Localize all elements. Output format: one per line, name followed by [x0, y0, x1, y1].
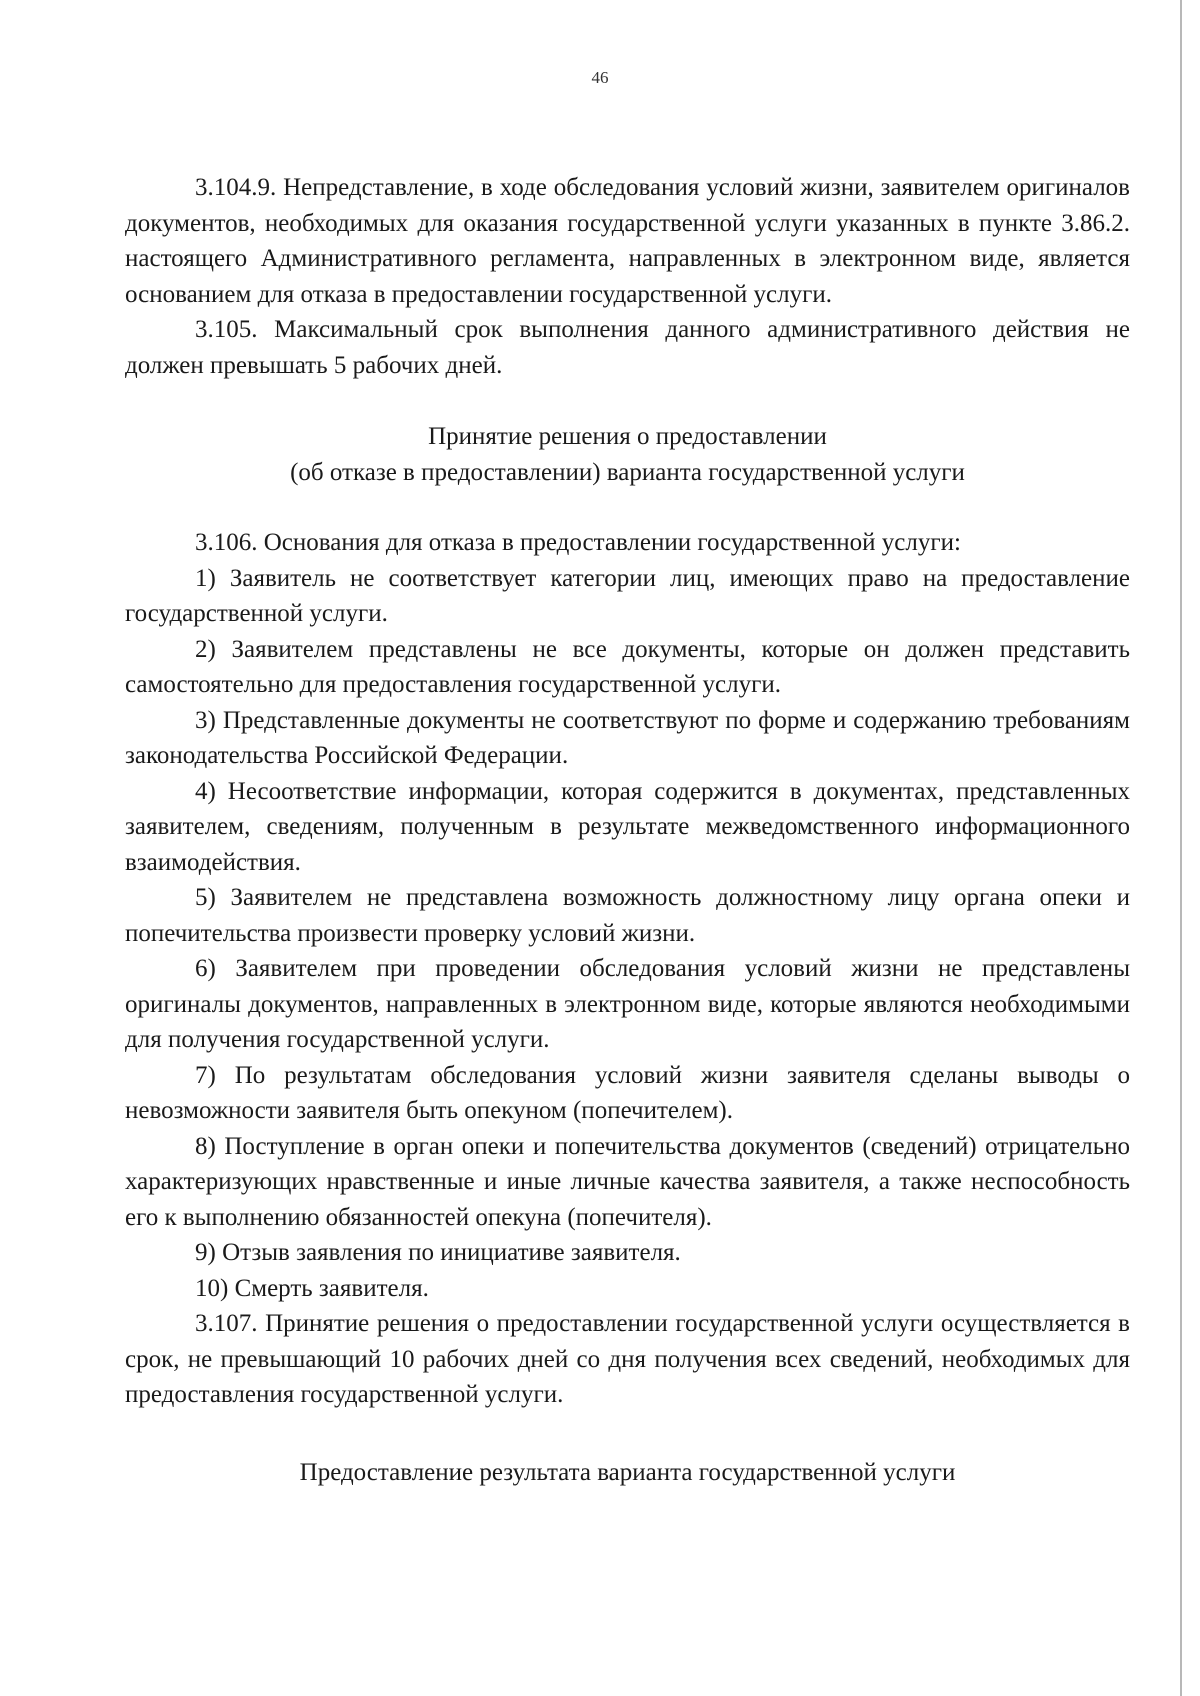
paragraph-3-105: 3.105. Максимальный срок выполнения данного административного действия не должен превышать 5 рабочих дней. [125, 316, 1130, 379]
list-item: 3) Представленные документы не соответствуют по форме и содержанию требованиям законодательства Российской Федерации. [125, 706, 1130, 769]
list-item: 6) Заявителем при проведении обследования условий жизни не представлены оригиналы документов, направленных в электронном виде, которые являются необходимыми для получения государственной услуги. [125, 955, 1130, 1053]
paragraph-3-106: 3.106. Основания для отказа в предоставлении государственной услуги: [195, 529, 961, 556]
section-heading-result: Предоставление результата варианта государственной услуги [299, 1458, 956, 1486]
list-item: 5) Заявителем не представлена возможность должностному лицу органа опеки и попечительства произвести проверку условий жизни. [125, 884, 1130, 947]
section-heading-decision [125, 419, 1130, 490]
document-body [125, 170, 1130, 1490]
list-item: 1) Заявитель не соответствует категории лиц, имеющих право на предоставление государственной услуги. [125, 564, 1130, 627]
page-number: 46 [591, 68, 609, 87]
paragraph-3-107: 3.107. Принятие решения о предоставлении государственной услуги осуществляется в срок, не превышающий 10 рабочих дней со дня получения всех сведений, необходимых для предоставления государственной услуги. [125, 1310, 1130, 1408]
list-item: 2) Заявителем представлены не все документы, которые он должен представить самостоятельно для предоставления государственной услуги. [125, 635, 1130, 698]
paragraph-3-104-9: 3.104.9. Непредставление, в ходе обследования условий жизни, заявителем оригиналов документов, необходимых для оказания государственной услуги указанных в пункте 3.86.2. настоящего Административного регламента, направленных в электронном виде, является основанием для отказа в предоставлении государственной услуги. [125, 174, 1130, 308]
section-heading-decision-line2: (об отказе в предоставлении) варианта государственной услуги [290, 458, 965, 486]
scan-edge-line [1180, 0, 1182, 1696]
section-heading-decision-line1: Принятие решения о предоставлении [428, 423, 827, 450]
list-item: 7) По результатам обследования условий жизни заявителя сделаны выводы о невозможности заявителя быть опекуном (попечителем). [125, 1061, 1130, 1124]
list-item: 9) Отзыв заявления по инициативе заявителя. [195, 1239, 681, 1266]
list-item: 10) Смерть заявителя. [195, 1274, 429, 1302]
list-item: 8) Поступление в орган опеки и попечительства документов (сведений) отрицательно характеризующих нравственные и иные личные качества заявителя, а также неспособность его к выполнению обязанностей опекуна (попечителя). [125, 1132, 1130, 1231]
list-item: 4) Несоответствие информации, которая содержится в документах, представленных заявителем, сведениям, полученным в результате межведомственного информационного взаимодействия. [125, 777, 1130, 876]
